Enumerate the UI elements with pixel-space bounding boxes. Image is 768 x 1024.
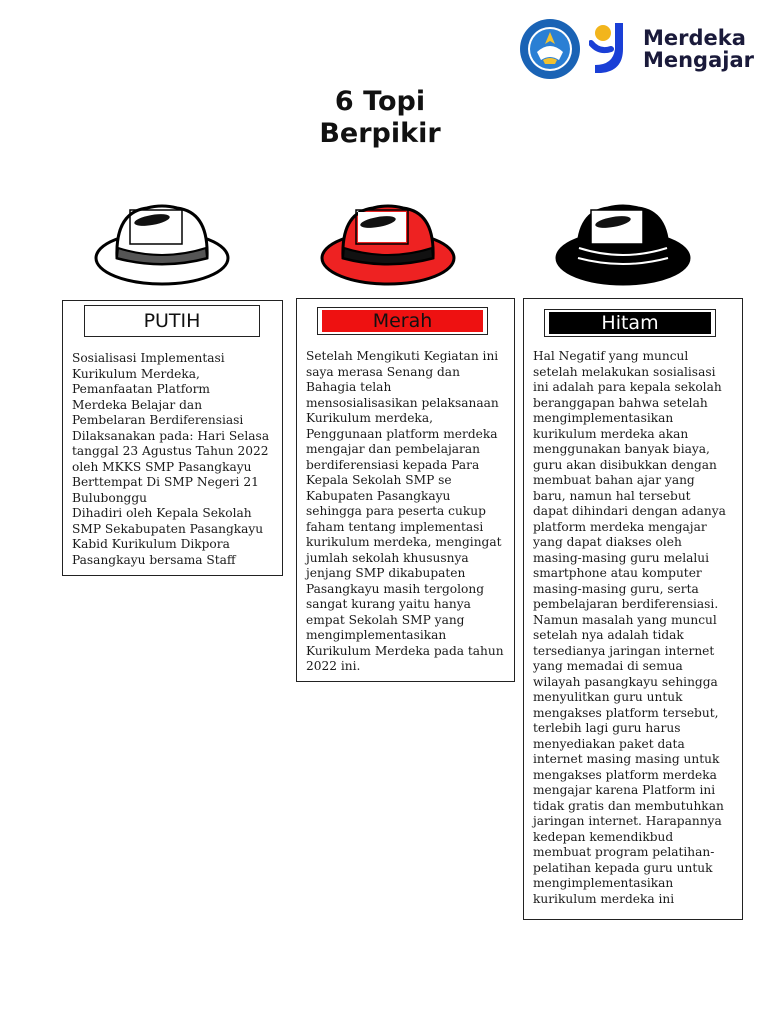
label-putih: PUTIH (84, 305, 260, 337)
label-hitam-frame (544, 309, 716, 337)
label-merah-frame (317, 307, 488, 335)
page-title (0, 86, 760, 150)
merdeka-mengajar-logo-icon (589, 19, 635, 79)
red-hat-icon (313, 200, 483, 300)
merdeka-mengajar-wordmark (643, 27, 754, 71)
text-putih: Sosialisasi Implementasi Kurikulum Merdeka, Pemanfaatan Platform Merdeka Belajar dan Pembelaran Berdiferensiasi Dilaksanakan pada: Hari Selasa tanggal 23 Agustus Tahun 2022 oleh MKKS SMP Pasangkayu Berttempat Di SMP Negeri 21 Bulubonggu Dihadiri oleh Kepala Sekolah SMP Sekabupaten Pasangkayu Kabid Kurikulum Dikpora Pasangkayu bersama Staff (72, 351, 270, 567)
label-merah: Merah (322, 310, 483, 332)
brand-name-line2: Mengajar (642, 48, 754, 72)
panel-putih (62, 300, 283, 576)
title-line2: Berpikir (319, 118, 441, 149)
header-logos (519, 18, 754, 80)
brand-name-line1: Merdeka (642, 26, 746, 50)
label-hitam: Hitam (549, 312, 711, 334)
tut-wuri-handayani-logo-icon (519, 18, 581, 80)
text-hitam: Hal Negatif yang muncul setelah melakukan sosialisasi ini adalah para kepala sekolah beranggapan bahwa setelah mengimplementasikan kurikulum merdeka akan menggunakan banyak biaya, guru akan disibukkan dengan membuat bahan ajar yang baru, namun hal tersebut dapat dihindari dengan adanya platform merdeka mengajar yang dapat diakses oleh masing-masing guru melalui smartphone atau komputer masing-masing guru, serta pembelajaran berdiferensiasi. Namun masalah yang muncul setelah nya adalah tidak tersedianya jaringan internet yang memadai di semua wilayah pasangkayu sehingga menyulitkan guru untuk mengakses platform tersebut, terlebih lagi guru harus menyediakan paket data internet masing masing untuk mengakses platform merdeka mengajar karena Platform ini tidak gratis dan membutuhkan jaringan internet. Harapannya kedepan kemendikbud membuat program pelatihan- pelatihan kepada guru untuk mengimplementasikan kurikulum merdeka ini (533, 349, 726, 906)
text-merah: Setelah Mengikuti Kegiatan ini saya merasa Senang dan Bahagia telah mensosialisasikan pelaksanaan Kurikulum merdeka, Penggunaan platform merdeka mengajar dan pembelajaran berdiferensiasi kepada Para Kepala Sekolah SMP se Kabupaten Pasangkayu sehingga para peserta cukup faham tentang implementasi kurikulum merdeka, mengingat jumlah sekolah khususnya jenjang SMP dikabupaten Pasangkayu masih tergolong sangat kurang yaitu hanya empat Sekolah SMP yang mengimplementasikan Kurikulum Merdeka pada tahun 2022 ini. (306, 349, 504, 673)
panel-merah (296, 298, 515, 682)
black-hat-icon (548, 200, 718, 300)
panel-hitam (523, 298, 743, 920)
title-line1: 6 Topi (334, 86, 426, 117)
white-hat-icon (87, 200, 257, 300)
